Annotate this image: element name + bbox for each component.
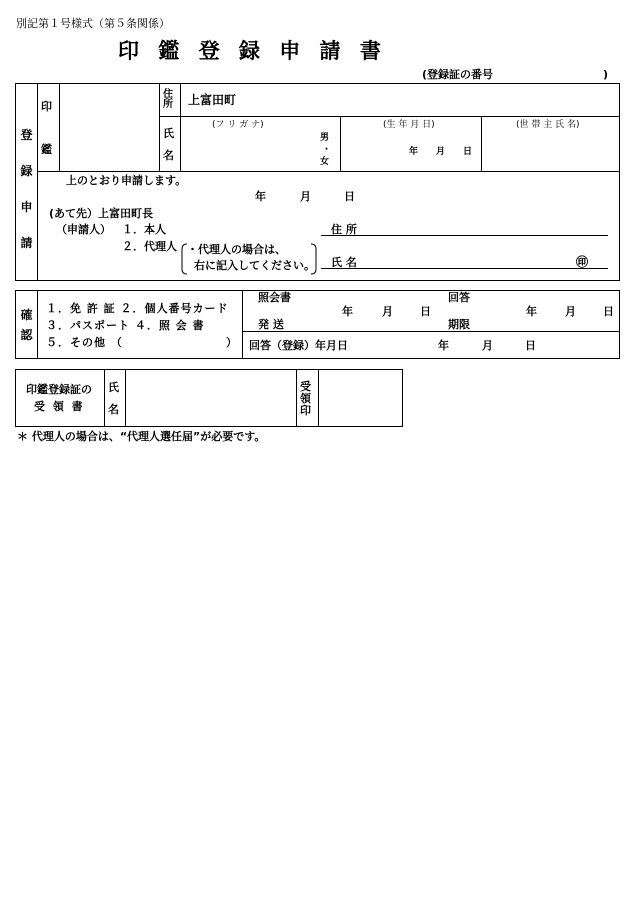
- cert-number-input[interactable]: [500, 67, 596, 81]
- birth-year-label: 年: [409, 147, 419, 157]
- receipt-label-line2: 受 領 書: [34, 400, 85, 413]
- deadline-month-label: 月: [565, 305, 576, 318]
- confirm-item-3[interactable]: ５．その他 （: [46, 336, 123, 349]
- confirm-item-2[interactable]: ３．パスポート ４．照 会 書: [46, 319, 205, 332]
- applicant-address-line: [321, 235, 608, 236]
- send-year-label: 年: [342, 305, 353, 318]
- send-month-label: 月: [382, 305, 393, 318]
- date-year-label: 年: [255, 190, 266, 203]
- addressee: (あて先）上富田町長: [49, 207, 154, 220]
- applicant-name-label: 氏 名: [331, 256, 357, 269]
- reply-month-label: 月: [482, 339, 493, 352]
- address-label-2: 所: [163, 99, 173, 110]
- birth-label: (生 年 月 日): [383, 120, 435, 130]
- name-label-1: 氏: [163, 127, 174, 140]
- deadline-label: 期限: [448, 318, 470, 331]
- gender-male[interactable]: 男: [320, 133, 330, 143]
- household-input[interactable]: [488, 136, 612, 160]
- address-value: 上富田町: [188, 93, 237, 107]
- date-day-label: 日: [344, 190, 355, 203]
- application-side-label: 登 録 申 請: [20, 128, 33, 250]
- receipt-name-input[interactable]: [132, 388, 290, 408]
- receipt-seal-label-2: 領: [300, 392, 311, 405]
- address-label-1: 住: [163, 89, 173, 100]
- agent-note-line2: 右に記入してください。: [194, 259, 315, 272]
- name-label-2: 名: [163, 149, 174, 162]
- date-month-label: 月: [300, 190, 311, 203]
- applicant-name-line: [321, 268, 608, 269]
- option-agent[interactable]: ２．代理人: [122, 240, 177, 253]
- cert-number-close: ): [603, 68, 609, 81]
- footnote: ＊ 代理人の場合は、“代理人選任届”が必要です。: [17, 430, 266, 443]
- gender-female[interactable]: 女: [320, 157, 330, 167]
- household-label: (世 帯 主 氏 名): [516, 120, 580, 130]
- receipt-seal-label-1: 受: [300, 380, 311, 393]
- furigana-label: (フ リ ガ ナ): [212, 120, 264, 130]
- statement-text: 上のとおり申請します。: [66, 174, 187, 187]
- seal-label-1: 印: [41, 100, 52, 113]
- receipt-seal-area[interactable]: [319, 370, 402, 426]
- cert-number-label: (登録証の番号: [422, 68, 494, 81]
- send-label: 発 送: [258, 318, 284, 331]
- receipt-label-line1: 印鑑登録証の: [26, 383, 92, 396]
- other-close: ）: [226, 336, 237, 349]
- address-input[interactable]: [240, 90, 610, 108]
- receipt-seal-label-3: 印: [300, 404, 311, 417]
- seal-mark-icon: ㊞: [576, 255, 589, 269]
- option-self[interactable]: １．本人: [122, 223, 166, 236]
- gender-separator: ・: [322, 145, 332, 155]
- deadline-day-label: 日: [603, 305, 614, 318]
- deadline-year-label: 年: [526, 305, 537, 318]
- form-number: 別記第１号様式（第５条関係）: [16, 17, 170, 30]
- birth-day-label: 日: [463, 147, 473, 157]
- applicant-label: （申請人）: [56, 223, 111, 236]
- reply-date-label: 回答（登録）年月日: [249, 339, 348, 352]
- receipt-name-label-2: 名: [108, 403, 119, 416]
- inquiry-label: 照会書: [258, 291, 291, 304]
- receipt-name-label-1: 氏: [108, 381, 119, 394]
- send-day-label: 日: [420, 305, 431, 318]
- reply-day-label: 日: [525, 339, 536, 352]
- other-id-input[interactable]: [122, 334, 220, 349]
- page-title: 印 鑑 登 録 申 請 書: [118, 39, 387, 63]
- confirmation-side-label: 確 認: [20, 308, 33, 342]
- seal-label-2: 鑑: [41, 143, 52, 156]
- applicant-name-input[interactable]: [380, 253, 570, 267]
- name-input[interactable]: [186, 136, 310, 160]
- applicant-address-label: 住 所: [331, 223, 357, 236]
- seal-impression-area[interactable]: [60, 84, 158, 170]
- answer-label: 回答: [448, 291, 470, 304]
- applicant-address-input[interactable]: [380, 220, 605, 234]
- birth-month-label: 月: [436, 147, 446, 157]
- reply-year-label: 年: [438, 339, 449, 352]
- confirm-item-1[interactable]: １．免 許 証 ２．個人番号カード: [46, 302, 229, 315]
- agent-note-line1: ・代理人の場合は、: [187, 243, 286, 256]
